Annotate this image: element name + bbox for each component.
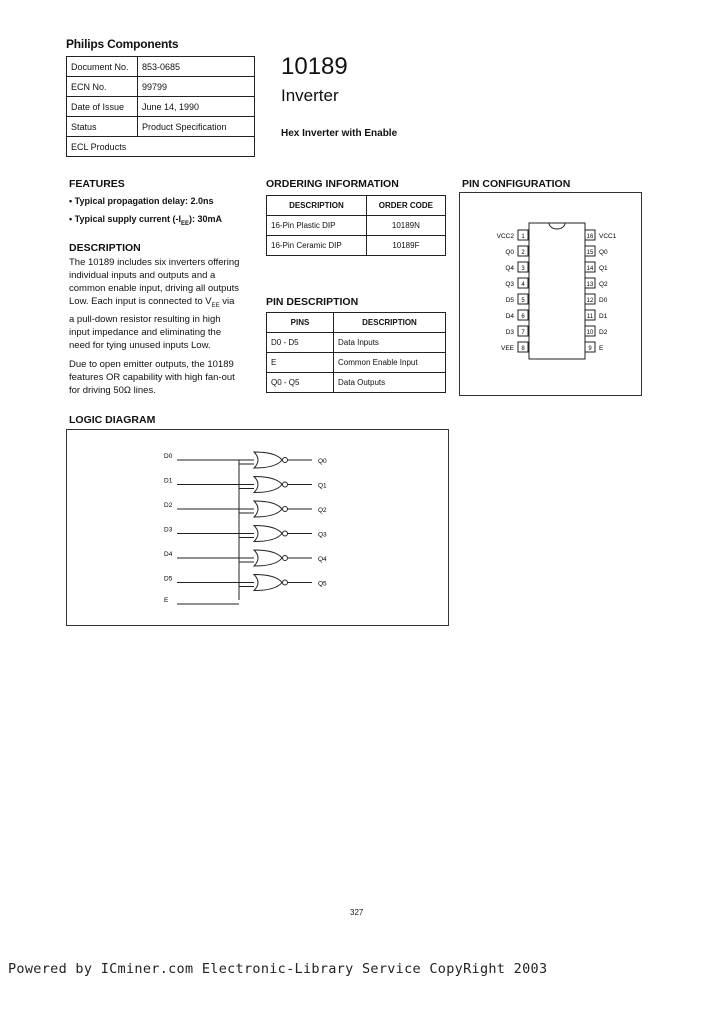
part-type: Inverter xyxy=(281,86,339,105)
pin-label: D3 xyxy=(505,329,514,336)
pin-label: Q2 xyxy=(599,281,608,288)
table-row xyxy=(267,236,446,256)
pin-number: 4 xyxy=(521,282,525,288)
description-paragraph xyxy=(69,256,259,397)
table-header-row xyxy=(267,196,446,216)
pin-description-table xyxy=(266,312,446,393)
input-label: E xyxy=(164,597,169,604)
input-label: D1 xyxy=(164,477,173,485)
logic-gates xyxy=(164,452,327,604)
feature-item xyxy=(69,213,222,231)
nor-gate xyxy=(254,452,282,468)
part-description: Hex Inverter with Enable xyxy=(281,128,398,139)
description-line: a pull-down resistor resulting in high xyxy=(69,313,221,325)
table-cell: Common Enable Input xyxy=(334,353,446,373)
pin-config-box xyxy=(459,192,642,396)
output-label: Q1 xyxy=(318,482,327,490)
inverter-bubble xyxy=(283,556,288,561)
nor-gate xyxy=(254,526,282,542)
pin-label: Q1 xyxy=(599,265,608,272)
ordering-heading: ORDERING INFORMATION xyxy=(266,178,399,190)
pin-label: E xyxy=(599,345,604,352)
company-name: Philips Components xyxy=(66,37,179,51)
table-cell: Data Inputs xyxy=(334,333,446,353)
logic-heading: LOGIC DIAGRAM xyxy=(69,414,156,426)
left-pins xyxy=(497,230,528,352)
meta-key: Date of Issue xyxy=(67,97,138,117)
pin-number: 7 xyxy=(521,330,525,336)
nor-gate xyxy=(254,575,282,591)
inverter-bubble xyxy=(283,482,288,487)
meta-value: Product Specification xyxy=(138,117,255,137)
description-line: features OR capability with high fan-out xyxy=(69,371,235,383)
pin-label: VCC1 xyxy=(599,233,617,240)
table-cell: D0 - D5 xyxy=(267,333,334,353)
output-label: Q2 xyxy=(318,507,327,514)
document-meta-table xyxy=(66,56,255,157)
feature-supply-value: ): 30mA xyxy=(189,214,223,224)
right-pins xyxy=(585,230,617,352)
meta-key: Document No. xyxy=(67,57,138,77)
meta-value: 99799 xyxy=(138,77,255,97)
table-cell: Q0 - Q5 xyxy=(267,373,334,393)
column-header: DESCRIPTION xyxy=(267,196,367,216)
pin-label: Q0 xyxy=(599,249,608,256)
table-header-row xyxy=(267,313,446,333)
table-cell: 10189F xyxy=(366,236,445,256)
description-heading: DESCRIPTION xyxy=(69,242,141,254)
dip-package-diagram xyxy=(460,193,641,395)
pin-number: 8 xyxy=(521,346,525,352)
pin-number: 12 xyxy=(586,298,594,304)
inverter-bubble xyxy=(283,458,288,463)
feature-supply-sub: EE xyxy=(181,220,190,227)
table-row xyxy=(267,353,446,373)
meta-key: Status xyxy=(67,117,138,137)
description-line: Due to open emitter outputs, the 10189 xyxy=(69,358,234,370)
description-line-tail: via xyxy=(219,296,235,307)
pin-number: 6 xyxy=(521,314,525,320)
pin-number: 3 xyxy=(521,266,525,272)
input-label: D2 xyxy=(164,502,173,509)
description-line: common enable input, driving all outputs xyxy=(69,283,240,294)
output-label: Q5 xyxy=(318,580,327,588)
pin-number: 14 xyxy=(586,266,594,272)
column-header: PINS xyxy=(267,313,334,333)
ic-notch xyxy=(549,223,565,229)
nor-gate xyxy=(254,477,282,493)
pin-number: 13 xyxy=(586,282,594,288)
meta-key: ECN No. xyxy=(67,77,138,97)
table-row xyxy=(267,373,446,393)
input-label: D3 xyxy=(164,526,173,534)
pin-label: D5 xyxy=(505,297,514,304)
pin-config-heading: PIN CONFIGURATION xyxy=(462,178,571,190)
input-label: D5 xyxy=(164,575,173,583)
pin-label: VCC2 xyxy=(496,233,514,240)
inverter-bubble xyxy=(283,580,288,585)
table-cell: 16-Pin Plastic DIP xyxy=(267,216,367,236)
features-heading: FEATURES xyxy=(69,178,125,190)
logic-diagram-box xyxy=(66,429,449,626)
feature-item: • Typical propagation delay: 2.0ns xyxy=(69,196,214,206)
table-cell: Data Outputs xyxy=(334,373,446,393)
description-line-text: Low. Each input is connected to V xyxy=(69,296,212,307)
description-line: individual inputs and outputs and a xyxy=(69,270,216,281)
inverter-bubble xyxy=(283,531,288,536)
input-label: D4 xyxy=(164,551,173,558)
inverter-bubble xyxy=(283,507,288,512)
input-label: D0 xyxy=(164,453,173,460)
pin-label: Q4 xyxy=(505,265,514,272)
feature-supply-text: • Typical supply current (-I xyxy=(69,214,182,224)
description-line xyxy=(69,295,259,313)
pin-number: 11 xyxy=(586,314,594,320)
nor-gate xyxy=(254,550,282,566)
meta-row xyxy=(67,97,255,117)
output-label: Q4 xyxy=(318,556,327,563)
meta-footer: ECL Products xyxy=(67,137,255,157)
nor-gate xyxy=(254,501,282,517)
pin-label: Q3 xyxy=(505,281,514,288)
column-header: DESCRIPTION xyxy=(334,313,446,333)
vcc-sub: EE xyxy=(211,302,220,309)
table-row xyxy=(267,216,446,236)
ic-body xyxy=(529,223,585,359)
meta-row xyxy=(67,117,255,137)
pin-label: D1 xyxy=(599,313,608,320)
pin-label: D4 xyxy=(505,313,514,320)
table-cell: 10189N xyxy=(366,216,445,236)
table-cell: E xyxy=(267,353,334,373)
logic-diagram xyxy=(67,430,448,625)
description-line: The 10189 includes six inverters offering xyxy=(69,257,240,268)
pin-number: 15 xyxy=(586,250,594,256)
pin-number: 1 xyxy=(521,234,525,240)
pin-label: D0 xyxy=(599,297,608,304)
description-line: need for tying unused inputs Low. xyxy=(69,339,211,351)
pin-number: 10 xyxy=(586,330,594,336)
pin-number: 5 xyxy=(521,298,525,304)
output-label: Q3 xyxy=(318,531,327,539)
column-header: ORDER CODE xyxy=(366,196,445,216)
output-label: Q0 xyxy=(318,458,327,465)
meta-value: June 14, 1990 xyxy=(138,97,255,117)
description-line: for driving 50Ω lines. xyxy=(69,384,156,396)
table-cell: 16-Pin Ceramic DIP xyxy=(267,236,367,256)
pin-label: Q0 xyxy=(505,249,514,256)
ordering-table xyxy=(266,195,446,256)
description-line: input impedance and eliminating the xyxy=(69,326,222,338)
part-number: 10189 xyxy=(281,53,348,80)
pin-number: 16 xyxy=(586,234,594,240)
meta-row xyxy=(67,77,255,97)
meta-row xyxy=(67,57,255,77)
table-row xyxy=(267,333,446,353)
pin-label: VEE xyxy=(500,345,514,352)
meta-row xyxy=(67,137,255,157)
pin-description-heading: PIN DESCRIPTION xyxy=(266,296,359,308)
page-number: 327 xyxy=(350,908,364,917)
pin-number: 2 xyxy=(521,250,525,256)
footer-credit: Powered by ICminer.com Electronic-Library Service CopyRight 2003 xyxy=(8,961,548,977)
pin-label: D2 xyxy=(599,329,608,336)
meta-value: 853-0685 xyxy=(138,57,255,77)
pin-number: 9 xyxy=(588,346,592,352)
